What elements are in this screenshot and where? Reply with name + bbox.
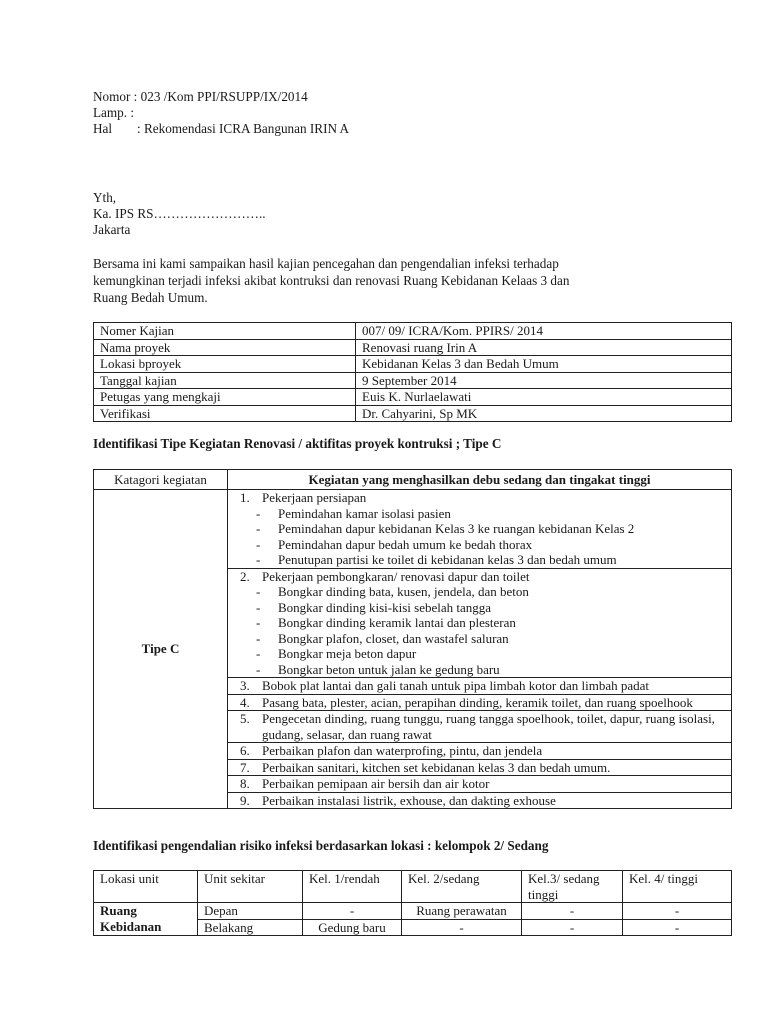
- item-number: 2.: [240, 568, 250, 584]
- item-number: 1.: [240, 490, 250, 505]
- activity-item-6: [228, 743, 732, 760]
- item-text: Pasang bata, plester, acian, perapihan dinding, keramik toilet, dan ruang spoelhook: [262, 694, 693, 710]
- hal-value: : Rekomendasi ICRA Bangunan IRIN A: [137, 121, 350, 136]
- table-cell: -: [623, 903, 732, 920]
- activity-item-5: [228, 711, 732, 743]
- sub-item: Bongkar dinding keramik lantai dan plesteran: [278, 615, 516, 630]
- sub-item: Penutupan partisi ke toilet di kebidanan kelas 3 dan bedah umum: [278, 552, 617, 567]
- bullet-dash: -: [256, 505, 261, 521]
- lamp-label: Lamp. :: [93, 105, 135, 120]
- activity-item-1: [228, 490, 732, 569]
- item-text: Perbaikan sanitari, kitchen set kebidanan kelas 3 dan bedah umum.: [262, 759, 611, 775]
- sub-item: Pemindahan kamar isolasi pasien: [278, 505, 451, 521]
- sub-item: Pemindahan dapur bedah umum ke bedah thorax: [278, 536, 533, 552]
- header-cell: Lokasi unit: [94, 871, 198, 903]
- info-value: Euis K. Nurlaelawati: [356, 389, 732, 406]
- table-row: [94, 389, 732, 406]
- item-number: 3.: [240, 678, 250, 693]
- table-cell: -: [623, 919, 732, 936]
- activity-item-2: [228, 568, 732, 678]
- section-title-location: Identifikasi pengendalian risiko infeksi berdasarkan lokasi : kelompok 2/ Sedang: [93, 838, 549, 853]
- header-cell: Kel. 1/rendah: [303, 871, 402, 903]
- item-number: 9.: [240, 792, 250, 808]
- activity-item-3: [228, 678, 732, 695]
- info-value: 9 September 2014: [356, 372, 732, 389]
- city: Jakarta: [93, 222, 131, 237]
- nomor-value: 023 /Kom PPI/RSUPP/IX/2014: [140, 89, 308, 104]
- table-row: [94, 490, 732, 569]
- item-text: Perbaikan instalasi listrik, exhouse, dan dakting exhouse: [262, 792, 556, 808]
- info-label: Tanggal kajian: [94, 372, 356, 389]
- sub-item: Bongkar plafon, closet, dan wastafel saluran: [278, 630, 509, 646]
- item-number: 5.: [240, 711, 250, 726]
- sub-item: Bongkar beton untuk jalan ke gedung baru: [278, 661, 500, 677]
- activity-item-7: [228, 759, 732, 776]
- item-number: 6.: [240, 743, 250, 758]
- header-cell: Unit sekitar: [198, 871, 303, 903]
- item-text: Pengecetan dinding, ruang tunggu, ruang tangga spoelhook, toilet, dapur, ruang isolasi, gudang, selasar, dan ruang rawat: [262, 711, 715, 742]
- lamp-line: [93, 105, 134, 121]
- bullet-dash: -: [256, 661, 261, 677]
- table-cell: Belakang: [198, 919, 303, 936]
- activity-item-9: [228, 792, 732, 809]
- header-category: Katagori kegiatan: [94, 470, 228, 490]
- section-title-activity: Identifikasi Tipe Kegiatan Renovasi / aktifitas proyek kontruksi ; Tipe C: [93, 436, 502, 451]
- info-label: Lokasi bproyek: [94, 356, 356, 373]
- item-text: Pekerjaan pembongkaran/ renovasi dapur dan toilet: [262, 568, 530, 584]
- info-label: Verifikasi: [94, 405, 356, 422]
- item-text: Pekerjaan persiapan: [262, 490, 367, 505]
- nomor-label: Nomor :: [93, 89, 138, 104]
- table-row: [94, 405, 732, 422]
- header-cell: Kel.3/ sedang tinggi: [522, 871, 623, 903]
- info-label: Nomer Kajian: [94, 323, 356, 340]
- table-row: [94, 903, 732, 920]
- table-cell: Ruang perawatan: [402, 903, 522, 920]
- sub-item: Bongkar meja beton dapur: [278, 646, 417, 661]
- table-row: [94, 323, 732, 340]
- table-header-row: [94, 470, 732, 490]
- bullet-dash: -: [256, 552, 261, 567]
- nomor-line: [93, 89, 308, 105]
- bullet-dash: -: [256, 536, 261, 552]
- bullet-dash: -: [256, 584, 261, 599]
- item-text: Perbaikan plafon dan waterprofing, pintu, dan jendela: [262, 743, 543, 758]
- activity-item-4: [228, 694, 732, 711]
- table-cell: -: [522, 903, 623, 920]
- body-line-3: Ruang Bedah Umum.: [93, 290, 208, 305]
- item-text: Bobok plat lantai dan gali tanah untuk pipa limbah kotor dan limbah padat: [262, 678, 650, 693]
- table-cell: Gedung baru: [303, 919, 402, 936]
- bullet-dash: -: [256, 599, 261, 615]
- header-cell: Kel. 4/ tinggi: [623, 871, 732, 903]
- category-cell: Tipe C: [94, 490, 228, 809]
- info-value: Renovasi ruang Irin A: [356, 339, 732, 356]
- info-value: Kebidanan Kelas 3 dan Bedah Umum: [356, 356, 732, 373]
- item-number: 4.: [240, 694, 250, 710]
- table-cell: -: [522, 919, 623, 936]
- bullet-dash: -: [256, 630, 261, 646]
- header-activity: Kegiatan yang menghasilkan debu sedang dan tingakat tinggi: [228, 470, 732, 490]
- bullet-dash: -: [256, 646, 261, 661]
- table-row: [94, 372, 732, 389]
- item-text: Perbaikan pemipaan air bersih dan air kotor: [262, 776, 490, 791]
- sub-item: Bongkar dinding bata, kusen, jendela, dan beton: [278, 584, 529, 599]
- sub-item: Pemindahan dapur kebidanan Kelas 3 ke ruangan kebidanan Kelas 2: [278, 521, 635, 536]
- recipient: Ka. IPS RS……………………..: [93, 206, 266, 221]
- item-number: 7.: [240, 759, 250, 775]
- info-label: Petugas yang mengkaji: [94, 389, 356, 406]
- info-label: Nama proyek: [94, 339, 356, 356]
- bullet-dash: -: [256, 521, 261, 536]
- info-value: Dr. Cahyarini, Sp MK: [356, 405, 732, 422]
- unit-line-1: Ruang: [100, 903, 137, 918]
- unit-cell: [94, 903, 198, 936]
- unit-line-2: Kebidanan: [100, 918, 162, 934]
- body-line-1: Bersama ini kami sampaikan hasil kajian pencegahan dan pengendalian infeksi terhadap: [93, 256, 559, 271]
- table-cell: -: [303, 903, 402, 920]
- table-header-row: [94, 871, 732, 903]
- body-line-2: kemungkinan terjadi infeksi akibat kontruksi dan renovasi Ruang Kebidanan Kelaas 3 dan: [93, 273, 570, 288]
- location-risk-table: [93, 870, 732, 936]
- table-row: [94, 356, 732, 373]
- hal-line: [93, 121, 349, 137]
- table-row: [94, 339, 732, 356]
- item-number: 8.: [240, 776, 250, 791]
- salutation: Yth,: [93, 190, 117, 205]
- bullet-dash: -: [256, 615, 261, 630]
- project-info-table: [93, 322, 732, 422]
- table-cell: -: [402, 919, 522, 936]
- activity-table: [93, 469, 732, 809]
- sub-item: Bongkar dinding kisi-kisi sebelah tangga: [278, 599, 492, 615]
- activity-item-8: [228, 776, 732, 793]
- table-cell: Depan: [198, 903, 303, 920]
- info-value: 007/ 09/ ICRA/Kom. PPIRS/ 2014: [356, 323, 732, 340]
- hal-label: Hal: [93, 121, 113, 136]
- header-cell: Kel. 2/sedang: [402, 871, 522, 903]
